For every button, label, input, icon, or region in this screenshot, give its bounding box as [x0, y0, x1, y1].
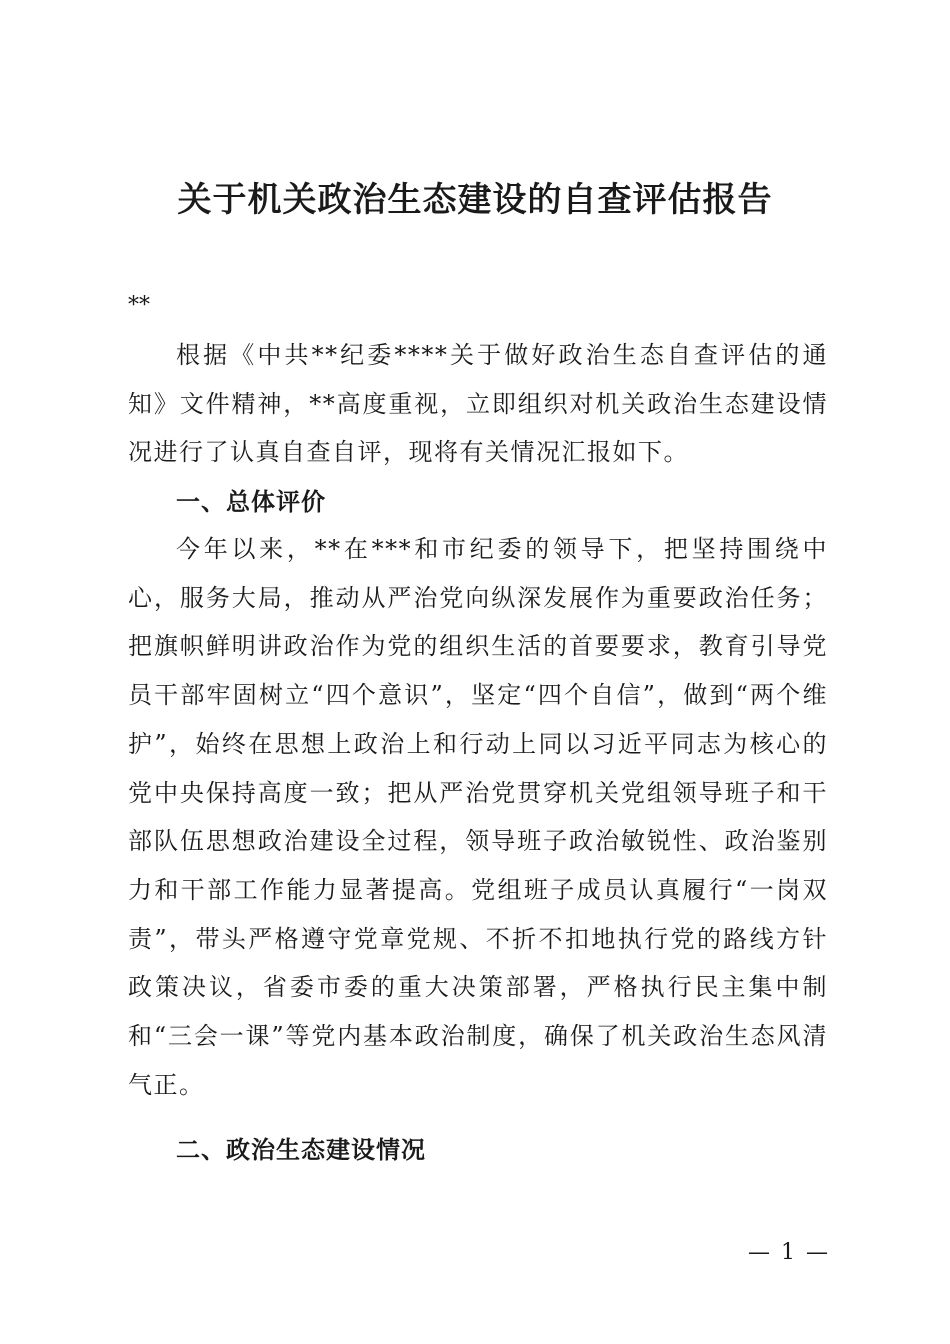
- overall-evaluation-paragraph: 今年以来，**在***和市纪委的领导下，把坚持围绕中心，服务大局，推动从严治党向纵深发展作为重要政治任务；把旗帜鲜明讲政治作为党的组织生活的首要要求，教育引导党员干部牢固树立“四个意识”，坚定“四个自信”，做到“两个维护”，始终在思想上政治上和行动上同以习近平同志为核心的党中央保持高度一致；把从严治党贯穿机关党组领导班子和干部队伍思想政治建设全过程，领导班子政治敏锐性、政治鉴别力和干部工作能力显著提高。党组班子成员认真履行“一岗双责”，带头严格遵守党章党规、不折不扣地执行党的路线方针政策决议，省委市委的重大决策部署，严格执行民主集中制和“三会一课”等党内基本政治制度，确保了机关政治生态风清气正。: [128, 535, 828, 1099]
- author-line: **: [128, 293, 150, 318]
- intro-paragraph: 根据《中共**纪委****关于做好政治生态自查评估的通知》文件精神，**高度重视，立即组织对机关政治生态建设情况进行了认真自查自评，现将有关情况汇报如下。: [128, 341, 828, 467]
- document-title: 关于机关政治生态建设的自查评估报告: [177, 180, 773, 220]
- section-heading-overall-evaluation: 一、总体评价: [176, 488, 326, 516]
- section-heading-political-ecology: 二、政治生态建设情况: [176, 1136, 426, 1164]
- page-number: — 1 —: [748, 1240, 830, 1265]
